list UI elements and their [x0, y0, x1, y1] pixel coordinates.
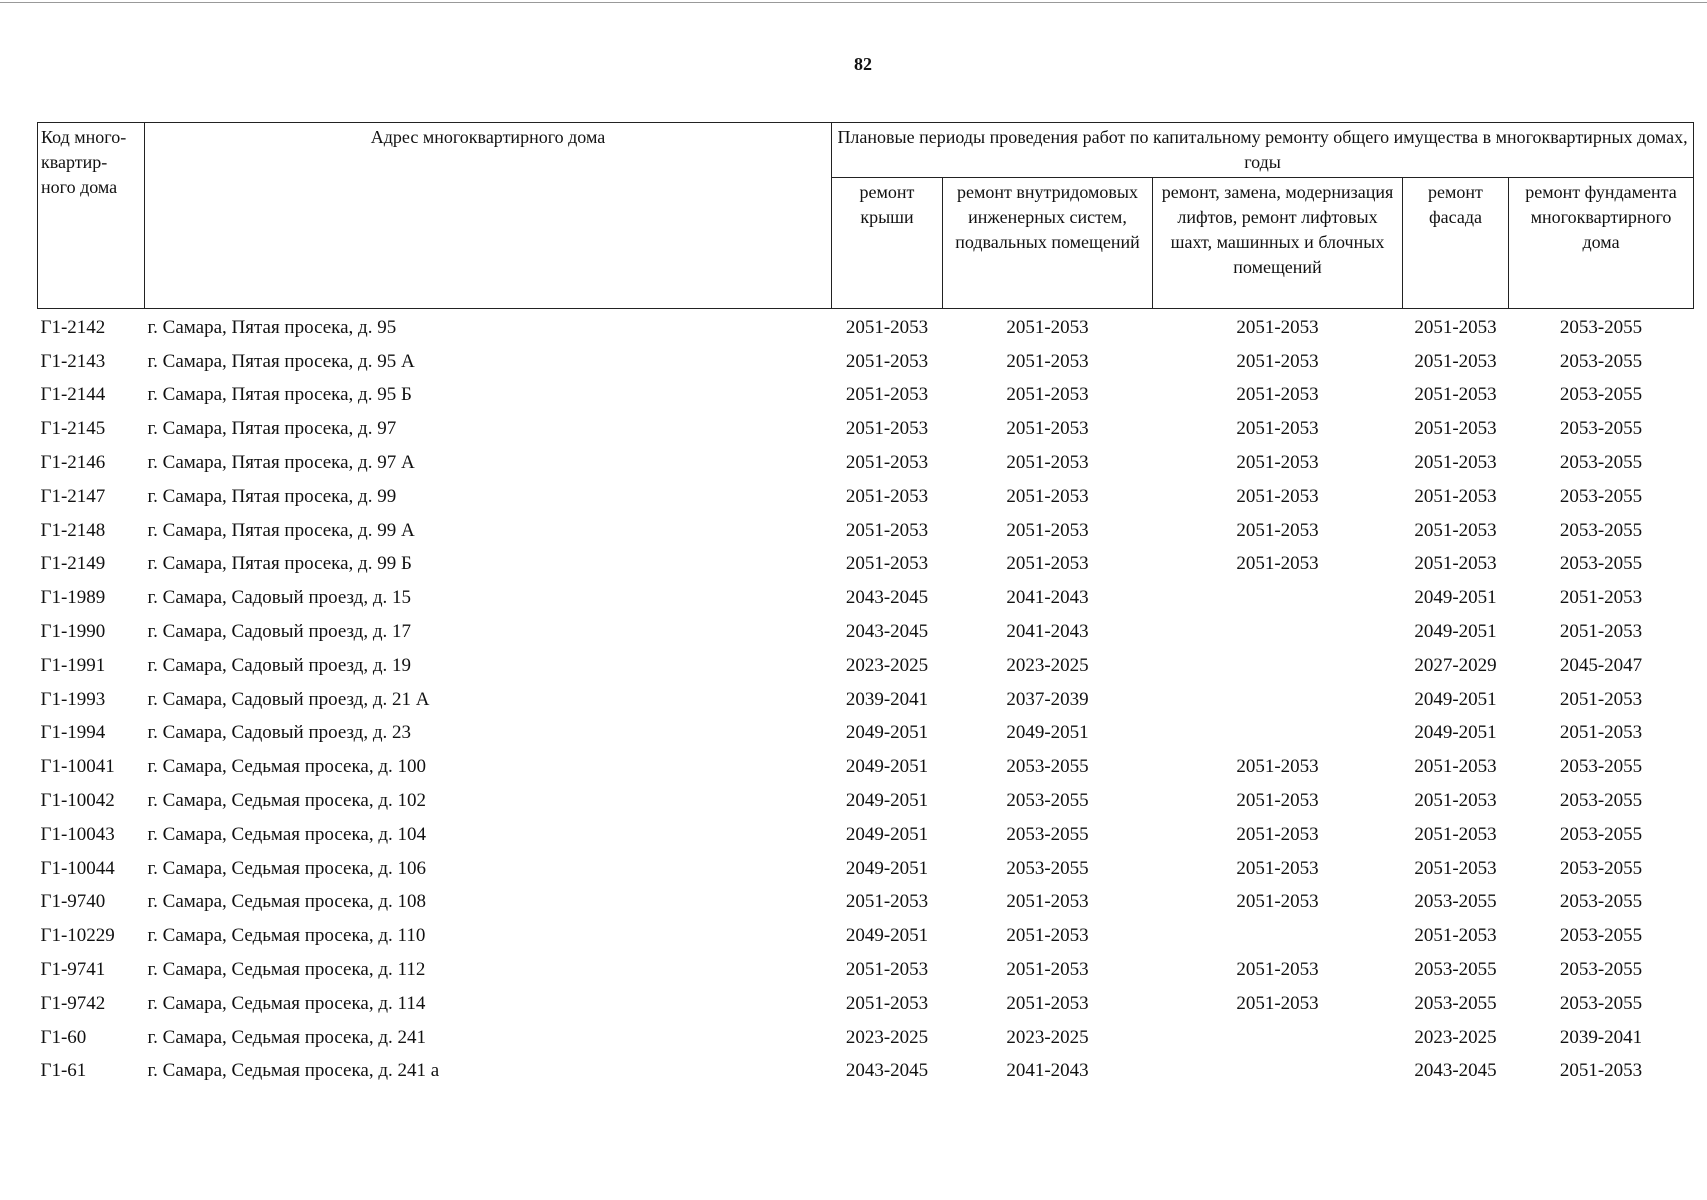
header-lifts: ремонт, замена, модернизация лифтов, ремонт лифтовых шахт, машинных и блочных помещений [1153, 178, 1403, 309]
cell-code: Г1-1989 [40, 587, 106, 609]
cell-code: Г1-2144 [40, 384, 106, 406]
cell-roof: 2049-2051 [845, 722, 929, 744]
page-top-rule [0, 2, 1707, 3]
cell-engineering: 2037-2039 [1006, 688, 1089, 710]
cell-address: г. Самара, Седьмая просека, д. 241 [147, 1026, 427, 1048]
table-row [38, 818, 1694, 852]
cell-foundation: 2053-2055 [1559, 553, 1643, 575]
cell-address: г. Самара, Пятая просека, д. 97 А [147, 452, 415, 474]
cell-foundation: 2051-2053 [1559, 621, 1643, 643]
cell-roof: 2051-2053 [845, 553, 929, 575]
cell-code: Г1-2145 [40, 418, 106, 440]
cell-engineering: 2053-2055 [1006, 756, 1089, 778]
cell-address: г. Самара, Седьмая просека, д. 102 [147, 790, 427, 812]
cell-roof: 2051-2053 [845, 519, 929, 541]
cell-engineering: 2051-2053 [1006, 452, 1089, 474]
cell-roof: 2049-2051 [845, 790, 929, 812]
repair-schedule-table [37, 122, 1694, 1088]
cell-roof: 2051-2053 [845, 316, 929, 338]
cell-facade: 2043-2045 [1414, 1060, 1497, 1082]
cell-roof: 2051-2053 [845, 992, 929, 1014]
cell-roof: 2051-2053 [845, 959, 929, 981]
cell-roof: 2051-2053 [845, 350, 929, 372]
cell-lifts [1153, 1021, 1403, 1055]
cell-address: г. Самара, Пятая просека, д. 95 А [147, 350, 415, 372]
cell-lifts: 2051-2053 [1236, 891, 1319, 913]
cell-code: Г1-1991 [40, 654, 106, 676]
cell-engineering: 2053-2055 [1006, 790, 1089, 812]
cell-facade: 2051-2053 [1414, 519, 1497, 541]
cell-facade: 2027-2029 [1414, 654, 1497, 676]
table-row [38, 717, 1694, 751]
cell-foundation: 2051-2053 [1559, 722, 1643, 744]
cell-engineering: 2041-2043 [1006, 621, 1089, 643]
cell-facade: 2051-2053 [1414, 925, 1497, 947]
cell-facade: 2051-2053 [1414, 350, 1497, 372]
cell-code: Г1-1994 [40, 722, 106, 744]
cell-facade: 2051-2053 [1414, 485, 1497, 507]
cell-lifts: 2051-2053 [1236, 452, 1319, 474]
cell-engineering: 2051-2053 [1006, 925, 1089, 947]
cell-facade: 2023-2025 [1414, 1026, 1497, 1048]
cell-facade: 2051-2053 [1414, 384, 1497, 406]
cell-address: г. Самара, Седьмая просека, д. 108 [147, 891, 427, 913]
cell-code: Г1-10042 [40, 790, 115, 812]
cell-engineering: 2041-2043 [1006, 587, 1089, 609]
cell-address: г. Самара, Пятая просека, д. 95 [147, 316, 397, 338]
cell-roof: 2039-2041 [845, 688, 929, 710]
header-code: Код много-квартир-ного дома [38, 123, 145, 309]
cell-roof: 2051-2053 [845, 891, 929, 913]
cell-code: Г1-1990 [40, 621, 106, 643]
table-row [38, 953, 1694, 987]
table-row [38, 548, 1694, 582]
cell-address: г. Самара, Садовый проезд, д. 23 [147, 722, 412, 744]
cell-facade: 2051-2053 [1414, 857, 1497, 879]
cell-facade: 2049-2051 [1414, 621, 1497, 643]
cell-facade: 2049-2051 [1414, 722, 1497, 744]
cell-facade: 2051-2053 [1414, 756, 1497, 778]
table-row [38, 886, 1694, 920]
cell-engineering: 2051-2053 [1006, 553, 1089, 575]
cell-address: г. Самара, Пятая просека, д. 99 А [147, 519, 415, 541]
cell-address: г. Самара, Седьмая просека, д. 114 [147, 992, 426, 1014]
table-row [38, 649, 1694, 683]
cell-lifts: 2051-2053 [1236, 485, 1319, 507]
cell-facade: 2053-2055 [1414, 959, 1497, 981]
cell-facade: 2051-2053 [1414, 553, 1497, 575]
cell-lifts: 2051-2053 [1236, 350, 1319, 372]
header-row-top [38, 123, 1694, 178]
cell-foundation: 2053-2055 [1559, 452, 1643, 474]
cell-address: г. Самара, Пятая просека, д. 97 [147, 418, 397, 440]
cell-lifts: 2051-2053 [1236, 756, 1319, 778]
cell-facade: 2051-2053 [1414, 418, 1497, 440]
header-address: Адрес многоквартирного дома [145, 123, 832, 309]
cell-facade: 2051-2053 [1414, 452, 1497, 474]
cell-foundation: 2051-2053 [1559, 587, 1643, 609]
cell-foundation: 2053-2055 [1559, 823, 1643, 845]
cell-address: г. Самара, Седьмая просека, д. 100 [147, 756, 427, 778]
cell-engineering: 2053-2055 [1006, 823, 1089, 845]
cell-address: г. Самара, Седьмая просека, д. 106 [147, 857, 427, 879]
cell-address: г. Самара, Садовый проезд, д. 15 [147, 587, 412, 609]
cell-facade: 2051-2053 [1414, 790, 1497, 812]
cell-roof: 2051-2053 [845, 485, 929, 507]
table-row [38, 514, 1694, 548]
cell-roof: 2051-2053 [845, 384, 929, 406]
table-row [38, 309, 1694, 345]
cell-engineering: 2041-2043 [1006, 1060, 1089, 1082]
table-row [38, 412, 1694, 446]
cell-foundation: 2045-2047 [1559, 654, 1643, 676]
cell-foundation: 2053-2055 [1559, 891, 1643, 913]
header-roof: ремонт крыши [832, 178, 943, 309]
cell-roof: 2049-2051 [845, 823, 929, 845]
table-header [38, 123, 1694, 309]
cell-roof: 2051-2053 [845, 418, 929, 440]
cell-lifts: 2051-2053 [1236, 316, 1319, 338]
cell-code: Г1-2146 [40, 452, 106, 474]
cell-address: г. Самара, Пятая просека, д. 99 [147, 485, 397, 507]
cell-engineering: 2053-2055 [1006, 857, 1089, 879]
cell-engineering: 2051-2053 [1006, 992, 1089, 1014]
cell-lifts [1153, 683, 1403, 717]
cell-engineering: 2049-2051 [1006, 722, 1089, 744]
cell-foundation: 2051-2053 [1559, 688, 1643, 710]
cell-engineering: 2051-2053 [1006, 384, 1089, 406]
cell-code: Г1-2143 [40, 350, 106, 372]
cell-address: г. Самара, Садовый проезд, д. 17 [147, 621, 412, 643]
cell-facade: 2049-2051 [1414, 587, 1497, 609]
cell-foundation: 2053-2055 [1559, 316, 1643, 338]
cell-code: Г1-2148 [40, 519, 106, 541]
table-row [38, 1055, 1694, 1089]
cell-address: г. Самара, Садовый проезд, д. 19 [147, 654, 412, 676]
cell-foundation: 2053-2055 [1559, 519, 1643, 541]
cell-engineering: 2051-2053 [1006, 350, 1089, 372]
table-body [38, 309, 1694, 1089]
cell-code: Г1-2142 [40, 316, 106, 338]
cell-lifts: 2051-2053 [1236, 384, 1319, 406]
document-sheet [37, 122, 1693, 1088]
header-facade: ремонт фасада [1403, 178, 1509, 309]
table-row [38, 345, 1694, 379]
cell-foundation: 2039-2041 [1559, 1026, 1643, 1048]
cell-roof: 2023-2025 [845, 654, 929, 676]
cell-lifts [1153, 717, 1403, 751]
cell-lifts [1153, 615, 1403, 649]
cell-engineering: 2051-2053 [1006, 418, 1089, 440]
cell-code: Г1-9741 [40, 959, 106, 981]
cell-lifts: 2051-2053 [1236, 519, 1319, 541]
table-row [38, 615, 1694, 649]
table-row [38, 379, 1694, 413]
cell-foundation: 2053-2055 [1559, 857, 1643, 879]
cell-engineering: 2051-2053 [1006, 519, 1089, 541]
cell-code: Г1-9740 [40, 891, 106, 913]
table-row [38, 683, 1694, 717]
cell-facade: 2053-2055 [1414, 992, 1497, 1014]
cell-address: г. Самара, Седьмая просека, д. 104 [147, 823, 427, 845]
cell-roof: 2043-2045 [845, 621, 929, 643]
cell-code: Г1-2149 [40, 553, 106, 575]
cell-foundation: 2053-2055 [1559, 485, 1643, 507]
cell-foundation: 2053-2055 [1559, 992, 1643, 1014]
page-number: 82 [854, 54, 872, 74]
table-row [38, 852, 1694, 886]
cell-address: г. Самара, Седьмая просека, д. 241 а [147, 1060, 440, 1082]
cell-lifts [1153, 649, 1403, 683]
cell-lifts [1153, 581, 1403, 615]
cell-roof: 2043-2045 [845, 587, 929, 609]
cell-roof: 2043-2045 [845, 1060, 929, 1082]
cell-roof: 2049-2051 [845, 756, 929, 778]
table-row [38, 446, 1694, 480]
cell-lifts: 2051-2053 [1236, 857, 1319, 879]
cell-code: Г1-9742 [40, 992, 106, 1014]
cell-code: Г1-2147 [40, 485, 106, 507]
cell-address: г. Самара, Седьмая просека, д. 110 [147, 925, 426, 947]
cell-foundation: 2053-2055 [1559, 756, 1643, 778]
cell-lifts: 2051-2053 [1236, 418, 1319, 440]
cell-engineering: 2051-2053 [1006, 959, 1089, 981]
table-row [38, 987, 1694, 1021]
table-row [38, 750, 1694, 784]
cell-roof: 2051-2053 [845, 452, 929, 474]
cell-code: Г1-10041 [40, 756, 115, 778]
cell-address: г. Самара, Пятая просека, д. 95 Б [147, 384, 412, 406]
cell-foundation: 2053-2055 [1559, 925, 1643, 947]
header-planned-periods: Плановые периоды проведения работ по капитальному ремонту общего имущества в многоквартирных домах, годы [832, 123, 1694, 178]
cell-code: Г1-1993 [40, 688, 106, 710]
cell-foundation: 2053-2055 [1559, 959, 1643, 981]
cell-engineering: 2023-2025 [1006, 654, 1089, 676]
cell-code: Г1-60 [40, 1026, 87, 1048]
cell-engineering: 2051-2053 [1006, 485, 1089, 507]
cell-facade: 2049-2051 [1414, 688, 1497, 710]
cell-code: Г1-10229 [40, 925, 115, 947]
cell-engineering: 2051-2053 [1006, 891, 1089, 913]
cell-roof: 2049-2051 [845, 857, 929, 879]
table-row [38, 581, 1694, 615]
cell-foundation: 2053-2055 [1559, 418, 1643, 440]
header-engineering: ремонт внутридомовых инженерных систем, подвальных помещений [943, 178, 1153, 309]
cell-lifts: 2051-2053 [1236, 823, 1319, 845]
table-row [38, 784, 1694, 818]
cell-engineering: 2023-2025 [1006, 1026, 1089, 1048]
cell-code: Г1-10043 [40, 823, 115, 845]
cell-lifts: 2051-2053 [1236, 992, 1319, 1014]
cell-foundation: 2053-2055 [1559, 350, 1643, 372]
cell-code: Г1-10044 [40, 857, 115, 879]
cell-facade: 2053-2055 [1414, 891, 1497, 913]
cell-roof: 2049-2051 [845, 925, 929, 947]
cell-address: г. Самара, Пятая просека, д. 99 Б [147, 553, 412, 575]
cell-address: г. Самара, Садовый проезд, д. 21 А [147, 688, 430, 710]
cell-code: Г1-61 [40, 1060, 87, 1082]
cell-lifts [1153, 919, 1403, 953]
cell-foundation: 2051-2053 [1559, 1060, 1643, 1082]
table-row [38, 480, 1694, 514]
cell-engineering: 2051-2053 [1006, 316, 1089, 338]
cell-facade: 2051-2053 [1414, 316, 1497, 338]
table-row [38, 1021, 1694, 1055]
cell-lifts: 2051-2053 [1236, 959, 1319, 981]
cell-lifts [1153, 1055, 1403, 1089]
cell-roof: 2023-2025 [845, 1026, 929, 1048]
header-foundation: ремонт фундамента многоквартирного дома [1509, 178, 1694, 309]
table-row [38, 919, 1694, 953]
cell-foundation: 2053-2055 [1559, 790, 1643, 812]
cell-facade: 2051-2053 [1414, 823, 1497, 845]
cell-address: г. Самара, Седьмая просека, д. 112 [147, 959, 426, 981]
cell-lifts: 2051-2053 [1236, 790, 1319, 812]
cell-lifts: 2051-2053 [1236, 553, 1319, 575]
cell-foundation: 2053-2055 [1559, 384, 1643, 406]
